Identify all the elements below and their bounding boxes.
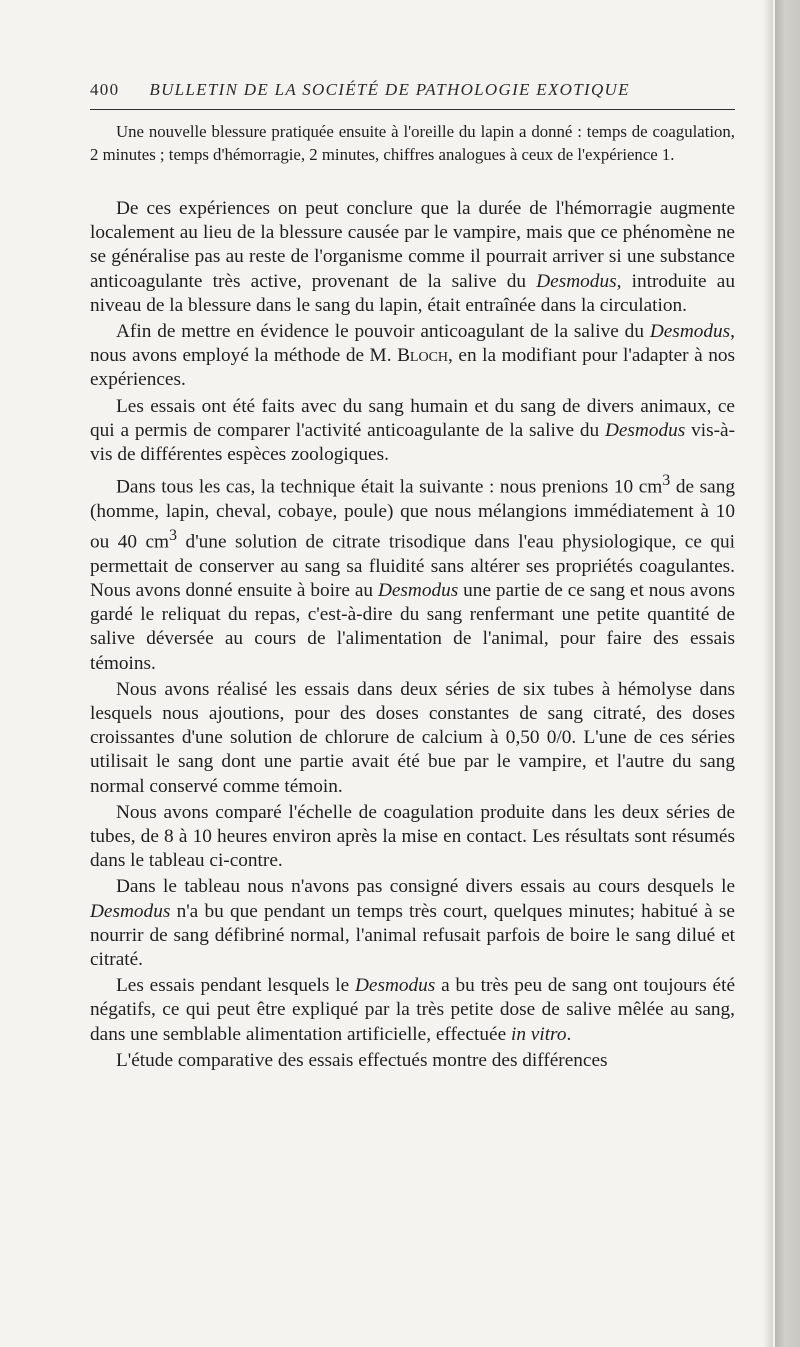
paragraph-2	[90, 197, 735, 318]
paragraph-1: Une nouvelle blessure pratiquée ensuite à l'oreille du lapin a donné : temps de coagulation, 2 minutes ; temps d'hémorragie, 2 minutes, chiffres analogues à ceux de l'expérience 1.	[90, 122, 735, 164]
paragraph-9	[90, 974, 735, 1047]
p5-superscript-2: 3	[169, 527, 178, 545]
paragraph-10: L'étude comparative des essais effectués montre des différences	[116, 1049, 608, 1071]
p2-text-b: , introduite au niveau de la blessure dans le sang du lapin, était entraînée dans la circulation.	[90, 270, 735, 316]
p3-text-a: Afin de mettre en évidence le pouvoir anticoagulant de la salive du	[116, 321, 650, 343]
p9-in-vitro: in vitro	[510, 1023, 567, 1045]
paragraph-5	[90, 469, 735, 675]
p4-text-b: vis-à-vis de différentes espèces zoologiques.	[90, 419, 735, 466]
p2-text-a: De ces expériences on peut conclure que la durée de l'hémorragie augmente localement au lieu de la blessure causée par le vampire, mais que ce phénomène ne se généralise pas au reste de l'organisme comme il pourrait arriver si une substance anticoagulante très active, provenant de la salive du	[90, 198, 735, 292]
p5-text-c: d'une solution de citrate trisodique dans l'eau physiologique, ce qui permettait de conserver au sang sa fluidité sans altérer ses propriétés coagulantes. Nous avons donné ensuite à boire au	[90, 531, 735, 601]
p3-text-b: , nous avons employé la méthode de M.	[90, 321, 735, 367]
p3-genus: Desmodus	[649, 321, 731, 343]
p5-text-d: une partie de ce sang et nous avons gardé le reliquat du repas, c'est-à-dire du sang renfermant une petite quantité de salive déversée au cours de l'alimentation de l'animal, pour faire des essais témoins.	[90, 579, 735, 674]
p3-author: Bloch	[397, 345, 449, 367]
header-rule	[90, 109, 735, 110]
p9-genus: Desmodus	[354, 975, 436, 997]
article-body	[90, 120, 735, 1073]
paragraph-4	[90, 395, 735, 468]
p9-text-b: a bu très peu de sang ont toujours été négatifs, ce qui peut être expliqué par la très petite dose de salive mêlée au sang, dans une semblable alimentation artificielle, effectuée	[90, 975, 735, 1045]
paragraph-8	[90, 875, 735, 972]
p8-text-b: n'a bu que pendant un temps très court, quelques minutes; habitué à se nourrir de sang défibriné normal, l'animal refusait parfois de boire le sang dilué et citraté.	[90, 900, 735, 970]
page-number: 400	[90, 80, 120, 99]
paragraph-6: Nous avons réalisé les essais dans deux séries de six tubes à hémolyse dans lesquels nous ajoutions, pour des doses constantes de sang citraté, des doses croissantes d'une solution de chlorure de calcium à 0,50 0/0. L'une de ces séries utilisait le sang dont une partie avait été bue par le vampire, et l'autre du sang normal conservé comme témoin.	[90, 678, 735, 797]
p5-text-a: Dans tous les cas, la technique était la suivante : nous prenions 10 cm	[116, 476, 663, 498]
p2-genus: Desmodus	[536, 270, 617, 292]
p4-text-a: Les essais ont été faits avec du sang humain et du sang de divers animaux, ce qui a permis de comparer l'activité anticoagulante de la salive du	[90, 395, 735, 441]
p8-genus: Desmodus	[90, 900, 171, 922]
p4-genus: Desmodus	[604, 419, 686, 441]
journal-title: BULLETIN DE LA SOCIÉTÉ DE PATHOLOGIE EXOTIQUE	[149, 80, 630, 99]
p5-genus: Desmodus	[377, 579, 459, 601]
paragraph-3	[90, 320, 735, 393]
running-header	[90, 80, 735, 100]
p5-superscript-1: 3	[662, 472, 671, 490]
p9-text-c: .	[566, 1023, 572, 1045]
p5-text-b: de sang (homme, lapin, cheval, cobaye, poule) que nous mélangions immédiatement à 10 ou 40 cm	[90, 476, 735, 553]
p3-text-c: , en la modifiant pour l'adapter à nos expériences.	[90, 345, 735, 391]
p9-text-a: Les essais pendant lesquels le	[116, 975, 355, 997]
scan-edge	[775, 0, 800, 1347]
paragraph-7: Nous avons comparé l'échelle de coagulation produite dans les deux séries de tubes, de 8 à 10 heures environ après la mise en contact. Les résultats sont résumés dans le tableau ci-contre.	[90, 801, 735, 872]
p8-text-a: Dans le tableau nous n'avons pas consigné divers essais au cours desquels le	[116, 876, 735, 898]
page-edge-shadow	[763, 0, 773, 1347]
